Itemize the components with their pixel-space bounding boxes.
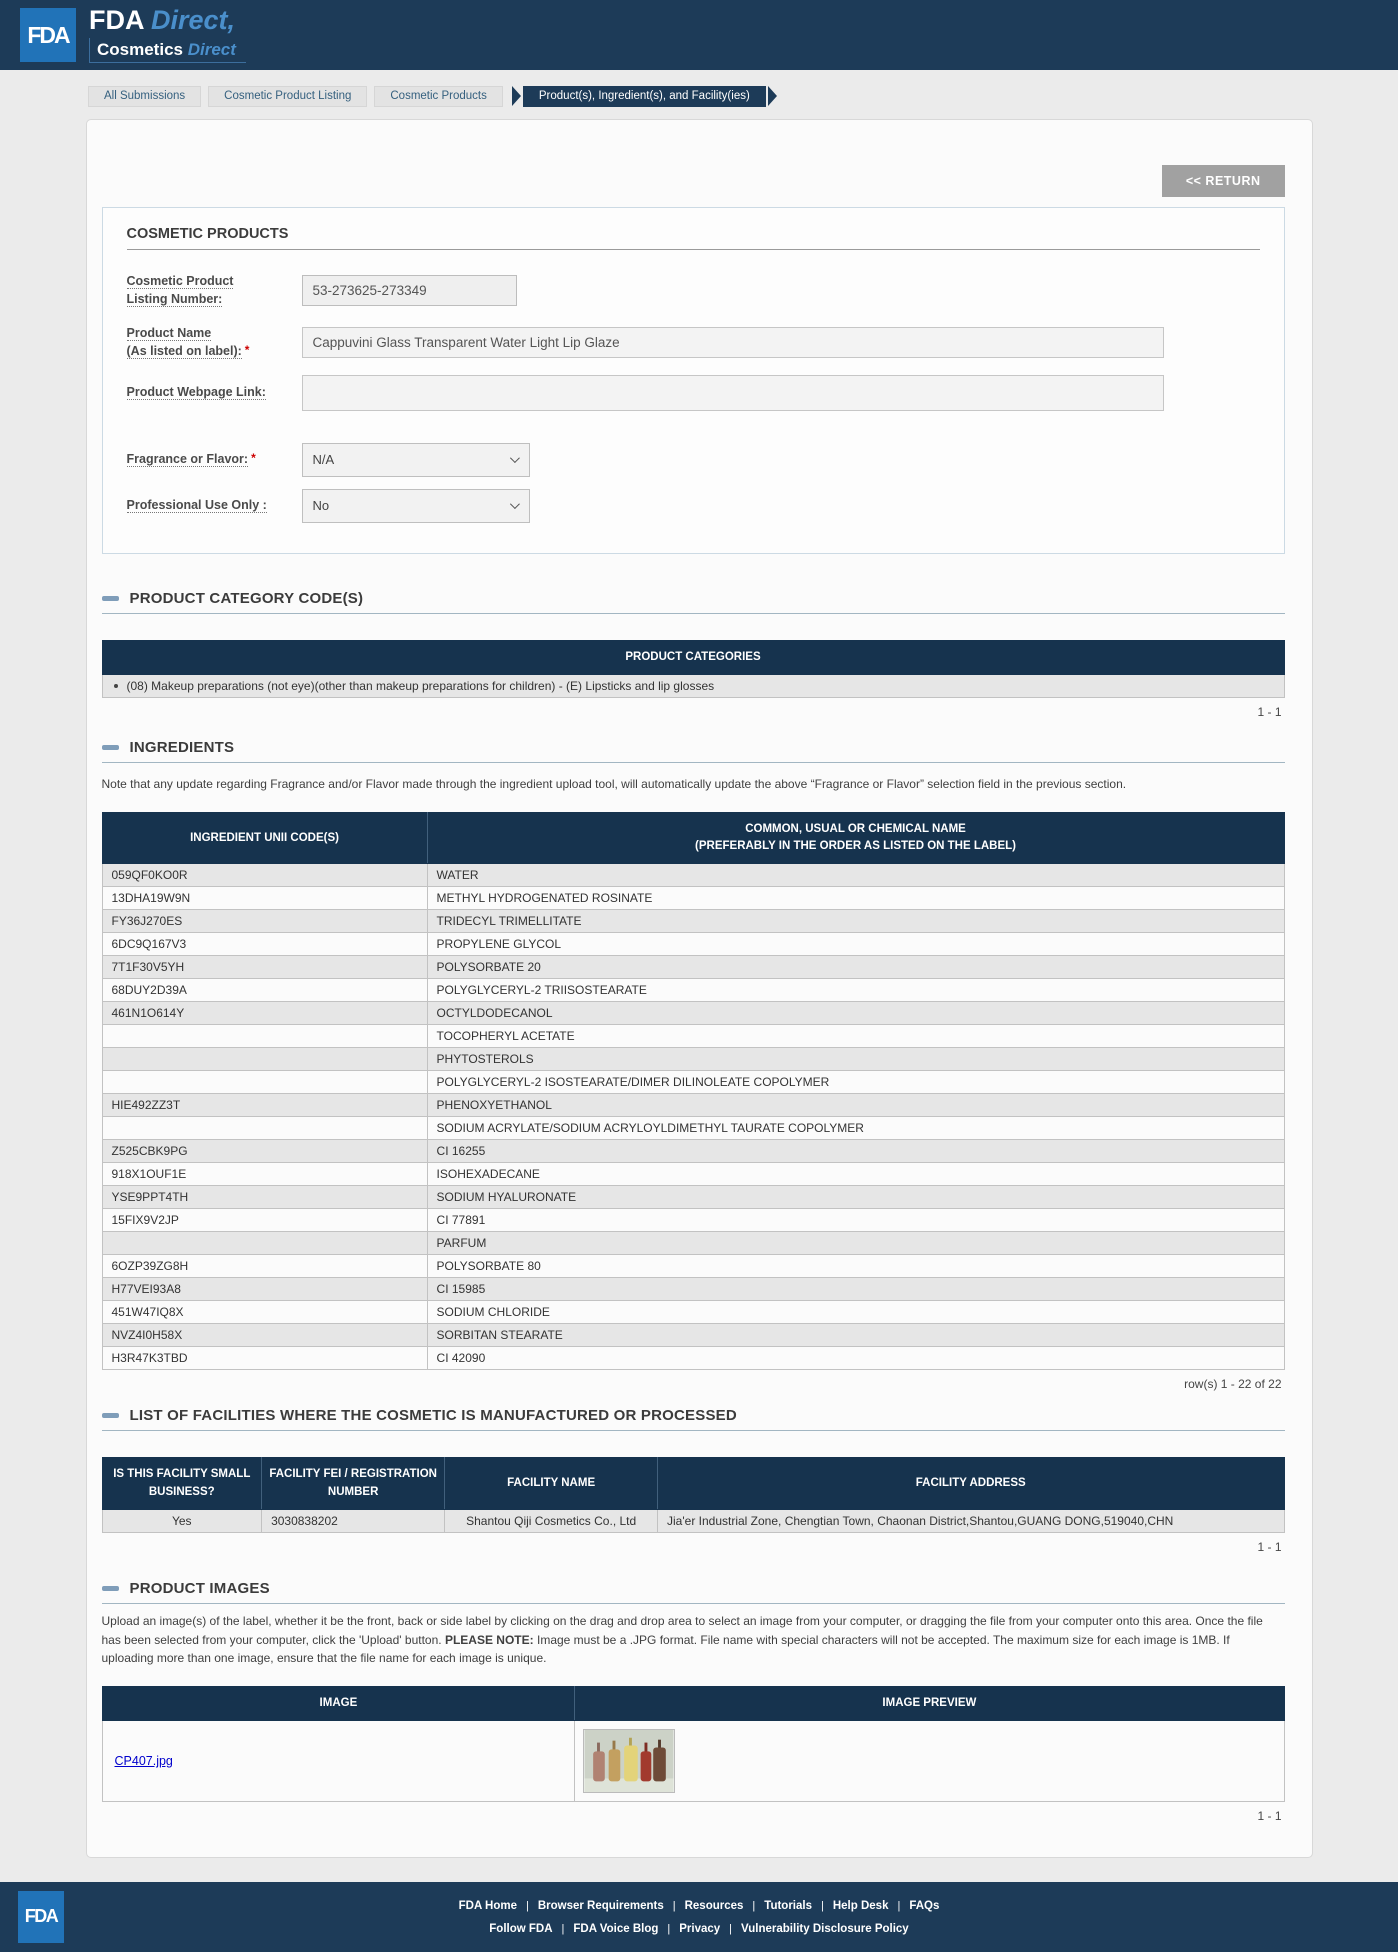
image-preview-column-header: IMAGE PREVIEW — [575, 1686, 1284, 1720]
ingredient-row — [102, 1048, 1284, 1071]
header-line: (PREFERABLY IN THE ORDER AS LISTED ON THE LABEL) — [695, 840, 1016, 853]
breadcrumb-item-cosmetic-product-listing[interactable]: Cosmetic Product Listing — [208, 86, 367, 107]
ingredient-row — [102, 1117, 1284, 1140]
professional-use-label — [127, 496, 302, 514]
ingredient-row — [102, 864, 1284, 887]
ingredient-name-cell: SODIUM CHLORIDE — [427, 1301, 1284, 1324]
facilities-table — [102, 1457, 1285, 1533]
label-text: Listing Number: — [126, 292, 223, 307]
collapse-icon[interactable] — [102, 596, 119, 601]
image-column-header: IMAGE — [102, 1686, 575, 1720]
ingredient-name-cell: SODIUM HYALURONATE — [427, 1186, 1284, 1209]
facility-row — [102, 1509, 1284, 1532]
header-line: COMMON, USUAL OR CHEMICAL NAME — [745, 822, 966, 835]
main-content-card — [86, 119, 1313, 1858]
chevron-down-icon — [509, 499, 519, 509]
product-categories-column-header: PRODUCT CATEGORIES — [102, 640, 1284, 674]
app-header — [0, 0, 1398, 70]
listing-number-field[interactable]: 53-273625-273349 — [302, 275, 517, 306]
brand-title — [89, 7, 246, 34]
collapse-icon[interactable] — [102, 745, 119, 750]
label-text: Product Webpage Link: — [126, 385, 266, 400]
section-title: PRODUCT CATEGORY CODE(S) — [129, 589, 364, 607]
footer-links — [0, 1891, 1398, 1942]
ingredient-name-cell: CI 15985 — [427, 1278, 1284, 1301]
footer-link[interactable]: Browser Requirements — [537, 1900, 664, 1913]
facility-address-cell: Jia'er Industrial Zone, Chengtian Town, Chaonan District,Shantou,GUANG DONG,519040,CHN — [658, 1509, 1284, 1532]
ingredients-name-column-header — [427, 812, 1284, 864]
facility-address-column-header: FACILITY ADDRESS — [658, 1458, 1284, 1510]
section-title: INGREDIENTS — [129, 738, 235, 756]
footer-link[interactable]: Follow FDA — [489, 1923, 553, 1936]
brand-cosmetics-direct-text: Direct — [187, 40, 236, 59]
ingredient-name-cell: PHENOXYETHANOL — [427, 1094, 1284, 1117]
ingredient-unii-code-cell: 68DUY2D39A — [102, 979, 427, 1002]
footer-link-separator: | — [667, 1923, 671, 1936]
ingredients-table-body — [102, 864, 1284, 1370]
facility-name-column-header: FACILITY NAME — [445, 1458, 658, 1510]
label-text: Product Name — [126, 326, 212, 341]
product-categories-table — [102, 640, 1285, 698]
ingredient-row — [102, 1209, 1284, 1232]
ingredient-name-cell: POLYGLYCERYL-2 TRIISOSTEARATE — [427, 979, 1284, 1002]
brand-cosmetics-text: Cosmetics — [97, 40, 183, 59]
ingredient-unii-code-cell: 6OZP39ZG8H — [102, 1255, 427, 1278]
ingredient-name-cell: OCTYLDODECANOL — [427, 1002, 1284, 1025]
footer-link[interactable]: Resources — [684, 1900, 744, 1913]
collapse-icon[interactable] — [102, 1586, 119, 1591]
breadcrumb-item-current[interactable]: Product(s), Ingredient(s), and Facility(ies) — [523, 86, 766, 107]
ingredient-name-cell: CI 77891 — [427, 1209, 1284, 1232]
footer-link[interactable]: FDA Voice Blog — [573, 1923, 659, 1936]
ingredient-row — [102, 1255, 1284, 1278]
ingredient-row — [102, 1324, 1284, 1347]
ingredient-row — [102, 979, 1284, 1002]
product-category-row — [102, 674, 1284, 697]
footer-link-separator: | — [561, 1923, 565, 1936]
brand-direct-text: Direct, — [151, 5, 236, 35]
ingredient-name-cell: PROPYLENE GLYCOL — [427, 933, 1284, 956]
breadcrumb-arrow-icon — [512, 86, 521, 106]
ingredient-row — [102, 1347, 1284, 1370]
product-image-row — [102, 1720, 1284, 1801]
label-text: Fragrance or Flavor: — [126, 452, 249, 467]
cosmetic-products-panel — [102, 207, 1285, 554]
fragrance-select[interactable] — [302, 443, 530, 477]
ingredient-unii-code-cell: H77VEI93A8 — [102, 1278, 427, 1301]
professional-use-row — [127, 489, 1260, 523]
ingredient-row — [102, 933, 1284, 956]
ingredient-name-cell: CI 42090 — [427, 1347, 1284, 1370]
product-name-field[interactable]: Cappuvini Glass Transparent Water Light Lip Glaze — [302, 327, 1164, 358]
product-category-text: (08) Makeup preparations (not eye)(other than makeup preparations for children) - (E) Lipsticks and lip glosses — [126, 678, 715, 693]
ingredients-table — [102, 812, 1285, 1371]
fragrance-selected-value: N/A — [312, 452, 335, 467]
ingredient-unii-code-cell — [102, 1117, 427, 1140]
product-images-section-header — [102, 1580, 1285, 1604]
fragrance-label — [127, 450, 302, 468]
facility-small-business-column-header: IS THIS FACILITY SMALL BUSINESS? — [102, 1458, 262, 1510]
ingredient-unii-code-cell: 918X1OUF1E — [102, 1163, 427, 1186]
footer-link[interactable]: Tutorials — [764, 1900, 812, 1913]
ingredients-unii-column-header: INGREDIENT UNII CODE(S) — [102, 812, 427, 864]
ingredient-unii-code-cell: 059QF0KO0R — [102, 864, 427, 887]
instructions-text: Upload an image(s) of the label, whether it be the front, back or side label by clicking on the drag and drop area to select an image from your computer, or dragging the file from your computer onto this area. Once the file has been selected from your computer, click the 'Upload' button. — [101, 1613, 1263, 1647]
ingredient-name-cell: SODIUM ACRYLATE/SODIUM ACRYLOYLDIMETHYL TAURATE COPOLYMER — [427, 1117, 1284, 1140]
section-title: LIST OF FACILITIES WHERE THE COSMETIC IS MANUFACTURED OR PROCESSED — [129, 1407, 737, 1425]
product-images-table — [102, 1686, 1285, 1802]
label-text: Professional Use Only : — [126, 498, 267, 513]
label-text: Cosmetic Product — [126, 274, 234, 288]
footer-link[interactable]: FAQs — [909, 1900, 940, 1913]
ingredient-unii-code-cell: 7T1F30V5YH — [102, 956, 427, 979]
brand-lockup — [89, 7, 246, 63]
fragrance-row — [127, 443, 1260, 477]
ingredient-name-cell: WATER — [427, 864, 1284, 887]
ingredient-unii-code-cell: 461N1O614Y — [102, 1002, 427, 1025]
ingredient-unii-code-cell: HIE492ZZ3T — [102, 1094, 427, 1117]
ingredient-row — [102, 956, 1284, 979]
ingredient-name-cell: METHYL HYDROGENATED ROSINATE — [427, 887, 1284, 910]
ingredients-note: Note that any update regarding Fragrance and/or Flavor made through the ingredient upload tool, will automatically update the above “Fragrance or Flavor” selection field in the previous section. — [101, 776, 1127, 791]
ingredient-unii-code-cell — [102, 1048, 427, 1071]
ingredient-row — [102, 910, 1284, 933]
collapse-icon[interactable] — [102, 1413, 119, 1418]
ingredient-name-cell: POLYGLYCERYL-2 ISOSTEARATE/DIMER DILINOLEATE COPOLYMER — [427, 1071, 1284, 1094]
footer-link-separator: | — [897, 1900, 901, 1913]
product-name-row — [127, 324, 1260, 360]
facility-fei-cell: 3030838202 — [262, 1509, 445, 1532]
ingredient-name-cell: SORBITAN STEARATE — [427, 1324, 1284, 1347]
ingredient-row — [102, 887, 1284, 910]
ingredient-name-cell: CI 16255 — [427, 1140, 1284, 1163]
breadcrumb-arrow-icon — [768, 86, 777, 106]
ingredient-unii-code-cell: 451W47IQ8X — [102, 1301, 427, 1324]
ingredient-unii-code-cell: FY36J270ES — [102, 910, 427, 933]
required-asterisk: * — [251, 451, 256, 466]
image-filename-cell — [102, 1720, 575, 1801]
brand-subtitle — [89, 38, 246, 63]
ingredient-unii-code-cell — [102, 1071, 427, 1094]
image-preview-cell — [575, 1720, 1284, 1801]
brand-fda-text: FDA — [89, 5, 144, 35]
label-text: (As listed on label): — [126, 344, 242, 359]
facility-name-cell: Shantou Qiji Cosmetics Co., Ltd — [445, 1509, 658, 1532]
footer-link-separator: | — [821, 1900, 824, 1913]
ingredient-unii-code-cell — [102, 1232, 427, 1255]
product-images-pagination: 1 - 1 — [1257, 1808, 1282, 1823]
ingredient-unii-code-cell: 15FIX9V2JP — [102, 1209, 427, 1232]
ingredient-unii-code-cell: Z525CBK9PG — [102, 1140, 427, 1163]
product-categories-section-header — [102, 590, 1285, 614]
product-image-thumbnail[interactable] — [583, 1729, 675, 1793]
ingredient-unii-code-cell — [102, 1025, 427, 1048]
ingredient-name-cell: ISOHEXADECANE — [427, 1163, 1284, 1186]
webpage-link-row — [127, 375, 1260, 411]
breadcrumb-item-cosmetic-products[interactable]: Cosmetic Products — [374, 86, 503, 107]
ingredient-row — [102, 1094, 1284, 1117]
bullet-icon — [114, 684, 118, 688]
ingredient-name-cell: TOCOPHERYL ACETATE — [427, 1025, 1284, 1048]
ingredient-unii-code-cell: 13DHA19W9N — [102, 887, 427, 910]
ingredients-section-header — [102, 739, 1285, 763]
ingredient-unii-code-cell: 6DC9Q167V3 — [102, 933, 427, 956]
fda-logo: FDA — [20, 8, 76, 62]
ingredient-name-cell: POLYSORBATE 80 — [427, 1255, 1284, 1278]
fda-footer-logo: FDA — [18, 1891, 64, 1943]
toolbar — [102, 165, 1285, 197]
required-asterisk: * — [244, 343, 250, 358]
ingredient-unii-code-cell: NVZ4I0H58X — [102, 1324, 427, 1347]
ingredient-name-cell: TRIDECYL TRIMELLITATE — [427, 910, 1284, 933]
professional-use-selected-value: No — [312, 498, 330, 513]
instructions-text: Image must be a .JPG format. File name with special characters will not be accepted. The maximum size for each image is 1MB. If uploading more than one image, ensure that the file name for each image is unique. — [101, 1632, 1230, 1666]
facilities-section-header — [102, 1407, 1285, 1431]
footer-link[interactable]: Privacy — [679, 1923, 721, 1936]
facilities-pagination: 1 - 1 — [1257, 1539, 1282, 1554]
footer-link-separator: | — [525, 1900, 529, 1913]
webpage-link-label — [127, 383, 302, 401]
image-file-link[interactable]: CP407.jpg — [114, 1753, 173, 1768]
footer-link-separator: | — [672, 1900, 676, 1913]
footer-link[interactable]: Help Desk — [832, 1900, 889, 1913]
product-categories-pagination: 1 - 1 — [1257, 704, 1282, 719]
ingredient-row — [102, 1278, 1284, 1301]
professional-use-select[interactable] — [302, 489, 530, 523]
ingredient-name-cell: PHYTOSTEROLS — [427, 1048, 1284, 1071]
footer-link[interactable]: FDA Home — [458, 1900, 517, 1913]
webpage-link-field[interactable] — [302, 375, 1164, 411]
ingredient-row — [102, 1163, 1284, 1186]
ingredient-unii-code-cell: H3R47K3TBD — [102, 1347, 427, 1370]
ingredient-row — [102, 1301, 1284, 1324]
ingredient-row — [102, 1186, 1284, 1209]
facility-small-business-cell: Yes — [102, 1509, 262, 1532]
footer-link-separator: | — [729, 1923, 733, 1936]
panel-title: COSMETIC PRODUCTS — [127, 226, 1260, 250]
ingredient-row — [102, 1025, 1284, 1048]
ingredient-row — [102, 1232, 1284, 1255]
listing-number-row — [127, 272, 1260, 308]
ingredients-pagination: row(s) 1 - 22 of 22 — [1184, 1377, 1282, 1392]
ingredient-name-cell: PARFUM — [427, 1232, 1284, 1255]
listing-number-label — [127, 272, 302, 308]
return-button[interactable]: << RETURN — [1162, 165, 1285, 197]
section-title: PRODUCT IMAGES — [129, 1579, 270, 1597]
product-category-cell — [102, 674, 1284, 697]
app-footer — [0, 1882, 1398, 1952]
ingredient-row — [102, 1002, 1284, 1025]
product-images-instructions — [102, 1612, 1285, 1668]
ingredient-row — [102, 1140, 1284, 1163]
product-name-label — [127, 324, 302, 360]
ingredient-unii-code-cell: YSE9PPT4TH — [102, 1186, 427, 1209]
ingredient-row — [102, 1071, 1284, 1094]
chevron-down-icon — [509, 453, 519, 463]
ingredient-name-cell: POLYSORBATE 20 — [427, 956, 1284, 979]
breadcrumb — [88, 86, 1398, 106]
footer-link-separator: | — [752, 1900, 756, 1913]
breadcrumb-item-all-submissions[interactable]: All Submissions — [88, 86, 201, 107]
footer-links-row1 — [0, 1896, 1398, 1914]
footer-link[interactable]: Vulnerability Disclosure Policy — [741, 1923, 909, 1936]
footer-links-row2 — [0, 1919, 1398, 1937]
please-note-label: PLEASE NOTE: — [444, 1632, 534, 1647]
facility-fei-column-header: FACILITY FEI / REGISTRATION NUMBER — [262, 1458, 445, 1510]
